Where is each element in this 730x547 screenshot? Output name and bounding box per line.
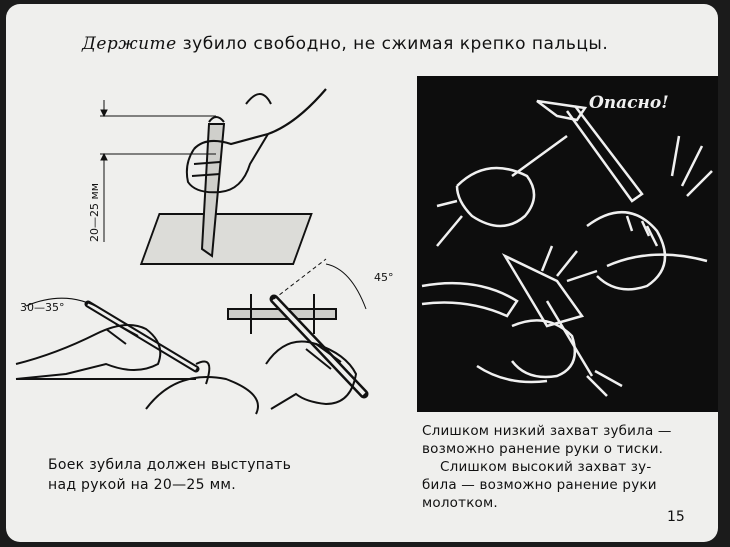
caption-right-line3: Слишком высокий захват зу- xyxy=(440,459,652,475)
hand-and-hammer-bottom xyxy=(422,246,622,396)
caption-right-line5: молотком. xyxy=(422,495,498,511)
upright-chisel-drawing xyxy=(141,89,326,264)
warning-label: Опасно! xyxy=(589,93,669,113)
caption-right-line1: Слишком низкий захват зубила — xyxy=(422,423,672,439)
angle-left-label: 30—35° xyxy=(20,301,65,314)
caption-right-line4: била — возможно ранение руки xyxy=(422,477,657,493)
caption-left xyxy=(48,455,291,495)
hand-and-hammer-top xyxy=(437,101,712,289)
caption-left-line1: Боек зубила должен выступать xyxy=(48,457,292,473)
slide-title xyxy=(82,34,608,54)
angled-chisel-right xyxy=(228,259,366,409)
angled-chisel-left xyxy=(16,298,258,414)
danger-illustration xyxy=(417,76,718,412)
caption-right-line2: возможно ранение руки о тиски. xyxy=(422,441,664,457)
dimension-label: 20—25 мм xyxy=(88,182,101,242)
danger-illustration-panel xyxy=(417,76,718,412)
caption-left-line2: над рукой на 20—25 мм. xyxy=(48,477,237,493)
title-emphasis: Держите xyxy=(82,34,177,54)
filmstrip-slide xyxy=(6,4,718,542)
title-text: зубило свободно, не сжимая крепко пальцы. xyxy=(182,34,609,54)
chisel-grip-illustration xyxy=(6,64,406,444)
caption-right xyxy=(422,422,672,512)
angle-right-label: 45° xyxy=(374,271,394,284)
page-number: 15 xyxy=(667,509,685,525)
